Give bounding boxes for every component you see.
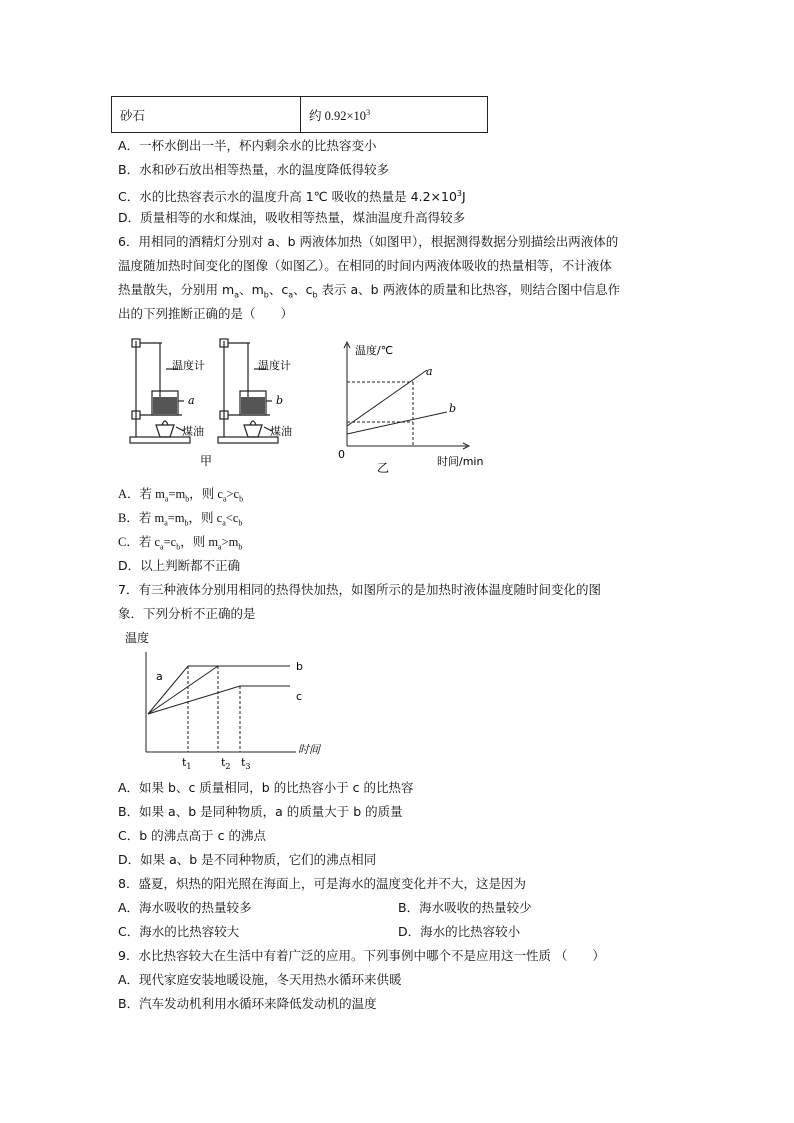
q7-option-c: C．b 的沸点高于 c 的沸点 <box>118 828 266 843</box>
q7-option-a: A．如果 b、c 质量相同，b 的比热容小于 c 的比热容 <box>118 780 414 795</box>
q7-temperature-graph <box>118 628 338 773</box>
thermometer-label-2: 温度计 <box>258 359 291 372</box>
specific-heat-table <box>111 96 488 133</box>
q6-stem-line1: 6．用相同的酒精灯分别对 a、b 两液体加热（如图甲），根据测得数据分别描绘出两液体的 <box>118 234 619 249</box>
figure-yi-temperature-graph <box>335 338 500 473</box>
burner-2 <box>244 425 262 437</box>
liquid-b-label: b <box>276 394 284 407</box>
q7-stem-line1: 7．有三种液体分别用相同的热得快加热，如图所示的是加热时液体温度随时间变化的图 <box>118 582 601 597</box>
graph-x-label: 时间/min <box>437 455 484 468</box>
table-row <box>112 97 488 133</box>
q6-option-d: D．以上判断都不正确 <box>118 558 241 573</box>
q5-option-d: D．质量相等的水和煤油，吸收相等热量，煤油温度升高得较多 <box>118 210 466 225</box>
q7-line-a <box>148 666 290 714</box>
q8-option-c: C．海水的比热容较大 <box>118 924 240 939</box>
q7-label-c: c <box>296 690 303 703</box>
figure-jia-heating-apparatus <box>118 333 308 473</box>
q6-option-a: A．若 $m_a=m_b$，则 $c_a>c_b$ <box>118 487 244 504</box>
q6-stem-line4: 出的下列推断正确的是（ ） <box>118 306 294 321</box>
liquid-a-label: a <box>188 394 195 407</box>
q7-stem-line2: 象．下列分析不正确的是 <box>118 606 256 621</box>
q7-option-d: D．如果 a、b 是不同种物质，它们的沸点相同 <box>118 852 377 867</box>
figure-yi-caption: 乙 <box>377 461 390 473</box>
thermometer-label-1: 温度计 <box>172 359 205 372</box>
q7-option-b: B．如果 a、b 是同种物质，a 的质量大于 b 的质量 <box>118 804 403 819</box>
q6-option-b: B．若 $m_a=m_b$，则 $c_a<c_b$ <box>118 511 243 528</box>
q6-stem-line3: 热量散失，分别用 $m_a$、$m_b$、$c_a$、$c_b$ 表示 a、b 两液体的质量和比热容，则结合图中信息作 <box>118 282 621 300</box>
q7-x-label: 时间 <box>298 743 320 756</box>
q7-label-a: a <box>156 670 163 683</box>
stand-base-2 <box>218 437 278 443</box>
q5-option-c: C．水的比热容表示水的温度升高 1℃ 吸收的热量是 $4.2\times 10^3J$ <box>118 189 466 205</box>
q9-stem: 9．水比热容较大在生活中有着广泛的应用。下列事例中哪个不是应用这一性质 （ ） <box>118 948 605 963</box>
q7-tick-t1: $t_1$ <box>182 756 192 771</box>
graph-line-b-label: b <box>449 402 457 415</box>
stand-base-1 <box>130 437 190 443</box>
graph-y-label: 温度/℃ <box>355 344 394 357</box>
q8-stem: 8．盛夏，炽热的阳光照在海面上，可是海水的温度变化并不大，这是因为 <box>118 876 526 891</box>
table-cell-value: 约 $0.92\times 10^3$ <box>301 97 488 133</box>
q9-option-b: B．汽车发动机利用水循环来降低发动机的温度 <box>118 996 377 1011</box>
q7-label-b: b <box>296 660 303 673</box>
q9-option-a: A．现代家庭安装地暖设施，冬天用热水循环来供暖 <box>118 972 402 987</box>
graph-origin: 0 <box>338 448 345 461</box>
figure-jia-caption: 甲 <box>200 454 213 468</box>
q7-tick-t3: $t_3$ <box>241 756 251 771</box>
table-cell-material: 砂石 <box>112 97 301 133</box>
graph-line-a-label: a <box>426 365 433 378</box>
fuel-label-1: 煤油 <box>182 425 204 438</box>
q7-y-label: 温度 <box>125 631 150 645</box>
q8-option-b: B．海水吸收的热量较少 <box>398 900 532 915</box>
q7-tick-t2: $t_2$ <box>221 756 231 771</box>
q5-option-a: A．一杯水倒出一半，杯内剩余水的比热容变小 <box>118 138 377 153</box>
q8-option-d: D．海水的比热容较小 <box>398 924 521 939</box>
fuel-label-2: 煤油 <box>270 425 292 438</box>
graph-line-a <box>347 370 427 426</box>
q6-stem-line2: 温度随加热时间变化的图像（如图乙）。在相同的时间内两液体吸收的热量相等，不计液体 <box>118 258 612 273</box>
q6-option-c: C．若 $c_a=c_b$，则 $m_a>m_b$ <box>118 535 243 552</box>
burner-1 <box>156 425 174 437</box>
q5-option-b: B．水和砂石放出相等热量，水的温度降低得较多 <box>118 162 390 177</box>
q8-option-a: A．海水吸收的热量较多 <box>118 900 252 915</box>
